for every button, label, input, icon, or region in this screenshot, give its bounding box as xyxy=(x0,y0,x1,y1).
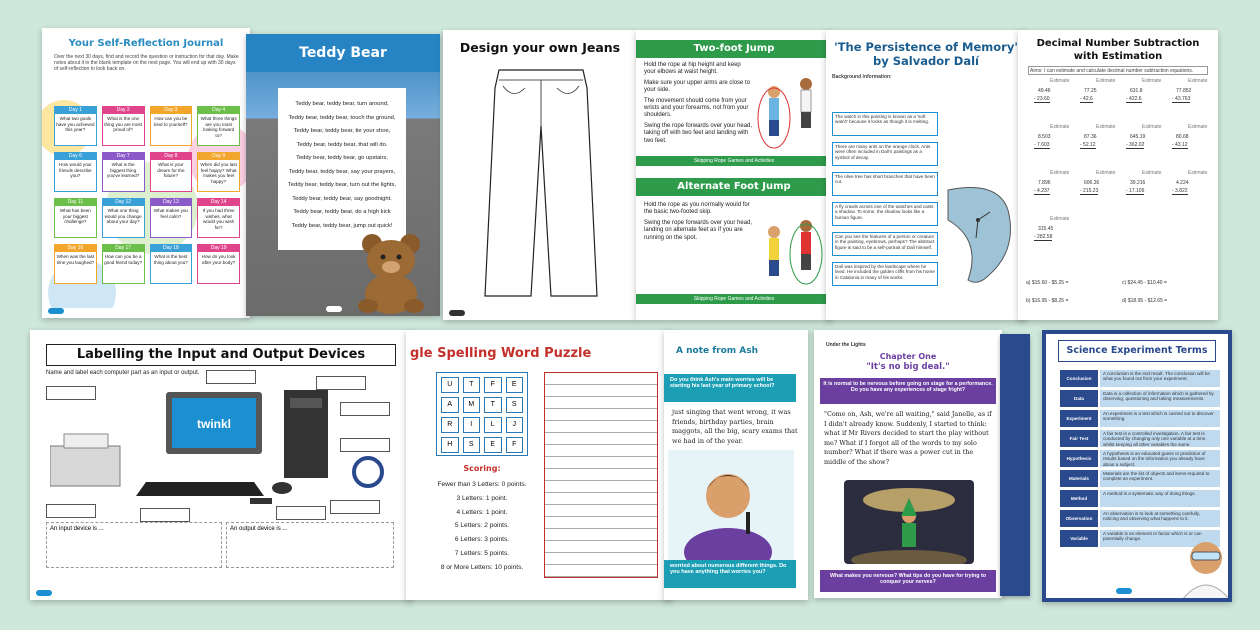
stacked-page-edge xyxy=(1000,334,1030,596)
journal-question: When did you last feel happy? What makes you feel happy? xyxy=(200,162,237,184)
poem-line: Teddy bear, teddy bear, touch the ground, xyxy=(288,114,396,121)
term-row xyxy=(1060,430,1220,447)
alternate-foot-jump-steps xyxy=(644,202,754,245)
label-box[interactable] xyxy=(276,506,326,520)
journal-question: How can you be kind to yourself? xyxy=(154,116,188,127)
sum-top: 77.852 xyxy=(1176,88,1192,94)
alternate-foot-jump-title: Alternate Foot Jump xyxy=(636,178,832,196)
journal-question: When was the last time you laughed? xyxy=(56,254,95,265)
journal-title: Your Self-Reflection Journal xyxy=(68,38,224,49)
memory-title-line2: by Salvador Dalí xyxy=(873,54,979,68)
journal-day-cell[interactable] xyxy=(150,152,193,192)
journal-day-tag: Day 17 xyxy=(103,245,144,252)
stage-illustration xyxy=(844,480,974,564)
letter-cell: S xyxy=(506,397,524,413)
jeans-outline-drawing xyxy=(481,66,601,302)
term-name: Conclusion xyxy=(1060,370,1098,387)
chapter-question-2: What makes you nervous? What tips do you have for trying to conquer your nerves? xyxy=(820,570,996,592)
chapter-body: "Come on, Ash, we're all waiting," said Janelle, as if I didn't already know. Suddenly, I started to think: what if Mr Rivers decided to start the play without me? What if I forgot all of the words to my solo number? What if there was a power cut in the middle of the show? xyxy=(824,410,992,466)
bottom-c: c) $24.45 - $10.40 = xyxy=(1122,280,1167,286)
memory-fact: Can you see the features of a person or creature in the painting, eyebrows, perhaps? The abstract figure is said to be a self-portrait of Dalí himself. xyxy=(832,232,938,256)
note-from-ash-page[interactable] xyxy=(664,330,808,600)
poem-line: Teddy bear, teddy bear, turn out the lights, xyxy=(288,182,396,188)
two-foot-jump-title: Two-foot Jump xyxy=(636,40,832,58)
estimate-label: Estimate xyxy=(1050,216,1070,222)
scoring-rule: 5 Letters: 2 points. xyxy=(454,522,510,530)
ash-question-2: worried about numerous different things. Do you have anything that worries you? xyxy=(664,560,796,588)
scoring-rule: 6 Letters: 3 points. xyxy=(454,536,510,544)
sum-top: 39.216 xyxy=(1130,180,1146,186)
science-experiment-terms[interactable] xyxy=(1042,330,1232,602)
journal-day-tag: Day 1 xyxy=(55,107,96,114)
journal-question: What two goals have you achieved this year? xyxy=(56,116,95,132)
letter-cell: E xyxy=(506,377,524,393)
letter-cell: I xyxy=(463,417,481,433)
twinkl-screen-logo: twinkl xyxy=(196,417,232,431)
term-row xyxy=(1060,450,1220,467)
chapter-kicker: Under the Lights xyxy=(826,342,866,348)
journal-day-tag: Day 11 xyxy=(55,199,96,206)
term-definition: A hypothesis is an educated guess or prediction of results based on the information you already have about a subject. xyxy=(1100,450,1220,467)
journal-question: What is the biggest thing you've learned? xyxy=(106,162,140,178)
term-definition: A variable is an element or factor which is or can potentially change. xyxy=(1100,530,1220,547)
input-definition-box[interactable]: An input device is ... xyxy=(46,522,222,568)
journal-question: How can you be a good friend today? xyxy=(104,254,143,265)
bottom-b: b) $16.95 - $8.25 = xyxy=(1026,298,1069,304)
term-row xyxy=(1060,470,1220,487)
term-name: Hypothesis xyxy=(1060,450,1098,467)
memory-fact: There are many ants on the orange clock. Ants were often included in Dalí's paintings as a symbol of decay. xyxy=(832,142,938,166)
journal-day-cell[interactable] xyxy=(150,244,193,284)
ash-title: A note from Ash xyxy=(676,346,759,356)
sum-bottom: - 7.603 xyxy=(1034,142,1050,148)
twinkl-logo xyxy=(449,310,465,316)
output-definition-box[interactable]: An output device is ... xyxy=(226,522,394,568)
estimate-label: Estimate xyxy=(1050,124,1070,130)
sum-top: 8.503 xyxy=(1038,134,1051,140)
label-box[interactable] xyxy=(206,370,256,384)
letter-cell: F xyxy=(484,377,502,393)
memory-title-line1: 'The Persistence of Memory' xyxy=(834,40,1018,54)
teddy-poem-text xyxy=(278,88,406,250)
term-row xyxy=(1060,490,1220,507)
poem-line: Teddy bear, teddy bear, that will do. xyxy=(296,141,388,148)
term-row xyxy=(1060,510,1220,527)
decimal-aim: Aims: I can estimate and calculate decimal number subtraction equations. xyxy=(1028,66,1208,75)
journal-day-cell[interactable] xyxy=(150,198,193,238)
sum-bottom: - 42.6 xyxy=(1080,96,1093,102)
estimate-label: Estimate xyxy=(1142,170,1162,176)
journal-day-cell[interactable] xyxy=(54,106,97,146)
poem-line: Teddy bear, teddy bear, turn around, xyxy=(295,101,389,107)
sum-bottom: - 4.237 xyxy=(1034,188,1050,194)
estimate-label: Estimate xyxy=(1050,170,1070,176)
decimal-subtraction-worksheet[interactable] xyxy=(1018,30,1218,320)
chapter-one-page[interactable] xyxy=(814,330,1002,598)
sum-top: 80.68 xyxy=(1176,134,1189,140)
sum-bottom: - 215.23 xyxy=(1080,188,1099,194)
letter-cell: M xyxy=(463,397,481,413)
sum-top: 645.19 xyxy=(1130,134,1146,140)
journal-day-cell[interactable] xyxy=(197,152,240,192)
term-definition: Materials are the list of objects and items required to complete an experiment. xyxy=(1100,470,1220,487)
memory-fact: A fly crawls across one of the watches and casts a shadow. To some, the shadow looks like a human figure. xyxy=(832,202,938,226)
twinkl-logo xyxy=(36,590,52,596)
bottom-a: a) $15.60 - $5.25 = xyxy=(1026,280,1069,286)
bullet-step: Hold the rope at hip height and keep your elbows at waist height. xyxy=(644,62,741,76)
term-definition: An observation is to look at something carefully, noticing and observing what happens to it. xyxy=(1100,510,1220,527)
term-row xyxy=(1060,390,1220,407)
devices-title: Labelling the Input and Output Devices xyxy=(46,344,396,366)
letter-cell: E xyxy=(484,437,502,453)
spelling-title: gle Spelling Word Puzzle xyxy=(410,346,592,361)
estimate-label: Estimate xyxy=(1188,170,1208,176)
decimal-title-line1: Decimal Number Subtraction xyxy=(1036,38,1200,49)
letter-cell: T xyxy=(463,377,481,393)
term-row xyxy=(1060,410,1220,427)
bullet-step: Make sure your upper arms are close to your side. xyxy=(644,79,751,94)
journal-question: What is your dream for the future? xyxy=(157,162,185,178)
term-definition: An experiment is a test which is carried out to discover something. xyxy=(1100,410,1220,427)
ash-body: just singing that went wrong, it was friends, birthday parties, brain maggots, all the big, scary exams that we had in of the year. xyxy=(672,408,798,445)
input-output-devices-worksheet[interactable] xyxy=(30,330,412,600)
journal-day-tag: Day 19 xyxy=(198,245,239,252)
twinkl-logo xyxy=(48,308,64,314)
sum-bottom: - 17.106 xyxy=(1126,188,1145,194)
journal-question: How would your friends describe you? xyxy=(59,162,92,178)
scoring-rule: 7 Letters: 5 points. xyxy=(454,549,510,557)
journal-day-tag: Day 8 xyxy=(151,153,192,160)
two-foot-jump-steps xyxy=(644,62,754,148)
journal-question: If you had three wishes, what would you wish for? xyxy=(202,208,235,230)
sum-top: 606.36 xyxy=(1084,180,1100,186)
estimate-label: Estimate xyxy=(1142,124,1162,130)
section-footer-1: Skipping Rope Games and Activities xyxy=(636,156,832,166)
chapter-question-1: It is normal to be nervous before going on stage for a performance. Do you have any experiences of stage fright? xyxy=(820,378,996,404)
estimate-label: Estimate xyxy=(1188,124,1208,130)
term-definition: A method is a systematic way of doing things. xyxy=(1100,490,1220,507)
decimal-title-line2: with Estimation xyxy=(1073,51,1163,62)
journal-day-tag: Day 9 xyxy=(198,153,239,160)
letter-cell: J xyxy=(506,417,524,433)
journal-day-cell[interactable] xyxy=(197,244,240,284)
bullet-step: Hold the rope as you normally would for the basic two-footed skip. xyxy=(644,202,750,216)
label-box[interactable] xyxy=(140,508,190,522)
melting-clock-illustration xyxy=(938,180,1022,290)
sum-bottom: - 422.6 xyxy=(1126,96,1142,102)
journal-day-tag: Day 13 xyxy=(151,199,192,206)
journal-question: What makes you feel calm? xyxy=(153,208,188,219)
sum-top: 631.8 xyxy=(1130,88,1143,94)
journal-day-cell[interactable] xyxy=(197,198,240,238)
sum-top: 87.36 xyxy=(1084,134,1097,140)
journal-day-tag: Day 2 xyxy=(103,107,144,114)
letter-grid xyxy=(436,372,528,456)
twinkl-logo xyxy=(326,306,342,312)
science-title: Science Experiment Terms xyxy=(1058,340,1216,362)
computer-devices-illustration xyxy=(50,388,390,506)
journal-day-cell[interactable] xyxy=(102,244,145,284)
jeans-design-sheet[interactable] xyxy=(443,30,637,320)
decimal-title xyxy=(1018,37,1218,63)
memory-fact: The olive tree has short branches that have been cut. xyxy=(832,172,938,196)
estimate-label: Estimate xyxy=(1188,78,1208,84)
sum-bottom: - 282.58 xyxy=(1034,234,1053,240)
teddy-bear-illustration xyxy=(350,230,432,314)
jeans-title: Design your own Jeans xyxy=(459,40,621,55)
memory-fact: The watch in this painting is known as a 'soft watch' because it looks as though it is melting. xyxy=(832,112,938,136)
bullet-step: Swing the rope forwards over your head, landing on alternate feet as if you are running on the spot. xyxy=(644,219,753,241)
journal-day-cell[interactable] xyxy=(197,106,240,146)
memory-fact: Dalí was inspired by the landscape where he lived. He included the golden cliffs from his home in Catalonia in many of his works. xyxy=(832,262,938,286)
journal-day-tag: Day 7 xyxy=(103,153,144,160)
estimate-label: Estimate xyxy=(1096,78,1116,84)
journal-day-tag: Day 16 xyxy=(55,245,96,252)
persistence-of-memory-worksheet[interactable] xyxy=(826,30,1026,320)
term-name: Data xyxy=(1060,390,1098,407)
sum-bottom: - 362.02 xyxy=(1126,142,1145,148)
sum-top: 315.45 xyxy=(1038,226,1054,232)
sum-top: 77.25 xyxy=(1084,88,1097,94)
estimate-label: Estimate xyxy=(1096,170,1116,176)
scoring-rule: 4 Letters: 1 point. xyxy=(456,508,508,516)
scoring-rules xyxy=(426,478,538,575)
twinkl-logo xyxy=(1116,588,1132,594)
sum-bottom: - 43.12 xyxy=(1172,142,1188,148)
term-row xyxy=(1060,370,1220,387)
poem-line: Teddy bear, teddy bear, go upstairs, xyxy=(296,155,388,161)
memory-title xyxy=(826,40,1026,68)
journal-day-tag: Day 18 xyxy=(151,245,192,252)
journal-day-tag: Day 14 xyxy=(198,199,239,206)
poem-line: Teddy bear, teddy bear, tie your shoe, xyxy=(293,128,391,134)
answer-lines[interactable] xyxy=(544,372,658,578)
sum-top: 7.896 xyxy=(1038,180,1051,186)
journal-day-cell[interactable] xyxy=(102,152,145,192)
children-skipping-illustration-1 xyxy=(756,74,826,154)
children-skipping-illustration-2 xyxy=(756,216,826,292)
bullet-step: Swing the rope forwards over your head, taking off with two feet and landing with two feet. xyxy=(644,122,753,144)
scoring-rule: 3 Letters: 1 point. xyxy=(456,494,508,502)
journal-day-cell[interactable] xyxy=(54,198,97,238)
teddy-bear-poem[interactable] xyxy=(246,34,440,316)
devices-instruction: Name and label each computer part as an input or output. xyxy=(46,370,200,376)
sum-bottom: - 23.60 xyxy=(1034,96,1050,102)
letter-cell: F xyxy=(506,437,524,453)
journal-day-cell[interactable] xyxy=(54,152,97,192)
estimate-label: Estimate xyxy=(1142,78,1162,84)
journal-day-cell[interactable] xyxy=(102,198,145,238)
poem-line: Teddy bear, teddy bear, jump out quick! xyxy=(291,222,393,229)
term-definition: Data is a collection of information which is gathered by observing, questioning and taking measurements. xyxy=(1100,390,1220,407)
skipping-rope-card[interactable] xyxy=(636,30,832,320)
journal-question: What is the best thing about you? xyxy=(153,254,188,265)
bullet-step: The movement should come from your wrists and your forearms, not from your shoulders. xyxy=(644,97,749,119)
ash-illustration xyxy=(668,450,794,560)
sum-bottom: - 52.12 xyxy=(1080,142,1096,148)
journal-question: How do you look after your body? xyxy=(201,254,236,265)
poem-line: Teddy bear, teddy bear, say your prayers, xyxy=(288,168,396,175)
letter-cell: A xyxy=(441,397,459,413)
memory-heading: Background information: xyxy=(832,74,892,80)
journal-day-cell[interactable] xyxy=(150,106,193,146)
journal-worksheet[interactable] xyxy=(42,28,250,318)
poem-line: Teddy bear, teddy bear, do a high kick xyxy=(293,209,391,215)
scientist-illustration xyxy=(1176,534,1232,600)
spelling-word-puzzle[interactable] xyxy=(406,330,672,600)
sum-bottom: - 3.822 xyxy=(1172,188,1188,194)
term-definition: A fair test is a controlled investigation. A fair test is conducted by changing only one variable at a time, whilst keeping all other variables the same. xyxy=(1100,430,1220,447)
journal-intro: Over the next 30 days, find and record the question or instruction for that day. Make notes about it in the blank template on the next page. You will end up with 30 days of self-reflection to look back on. xyxy=(54,54,239,72)
sum-top: 49.46 xyxy=(1038,88,1051,94)
journal-question: What has been your biggest challenge? xyxy=(59,208,91,224)
sum-bottom: - 43.763 xyxy=(1172,96,1191,102)
label-box[interactable] xyxy=(46,504,96,518)
estimate-label: Estimate xyxy=(1096,124,1116,130)
ash-question-1: Do you think Ash's main worries will be starting his last year of primary school? xyxy=(664,374,796,402)
letter-cell: R xyxy=(441,417,459,433)
letter-cell: L xyxy=(484,417,502,433)
journal-day-cell[interactable] xyxy=(54,244,97,284)
bottom-d: d) $18.95 - $12.65 = xyxy=(1122,298,1168,304)
journal-day-tag: Day 4 xyxy=(198,107,239,114)
journal-day-tag: Day 3 xyxy=(151,107,192,114)
sum-top: 4.224 xyxy=(1176,180,1189,186)
scoring-rule: Fewer than 3 Letters: 0 points. xyxy=(437,481,527,488)
term-name: Variable xyxy=(1060,530,1098,547)
poem-line: Teddy bear, teddy bear, say goodnight. xyxy=(292,195,392,202)
letter-cell: U xyxy=(441,377,459,393)
section-footer-2: Skipping Rope Games and Activities xyxy=(636,294,832,304)
letter-cell: H xyxy=(441,437,459,453)
term-name: Materials xyxy=(1060,470,1098,487)
journal-question: What one thing would you change about your day? xyxy=(104,208,142,224)
journal-grid xyxy=(54,106,240,284)
teddy-title: Teddy Bear xyxy=(246,34,440,72)
chapter-subtitle: "It's no big deal." xyxy=(866,362,950,372)
term-name: Fair Test xyxy=(1060,430,1098,447)
scoring-heading: Scoring: xyxy=(463,464,501,473)
term-name: Experiment xyxy=(1060,410,1098,427)
journal-day-tag: Day 12 xyxy=(103,199,144,206)
chapter-title: Chapter One xyxy=(879,352,937,361)
term-name: Observation xyxy=(1060,510,1098,527)
journal-question: What is the one thing you are most proud of? xyxy=(104,116,143,132)
scoring-rule: 8 or More Letters: 10 points. xyxy=(440,563,524,571)
term-name: Method xyxy=(1060,490,1098,507)
estimate-label: Estimate xyxy=(1050,78,1070,84)
term-definition: A conclusion is the end result. The conclusion will be what you found out from your experiment. xyxy=(1100,370,1220,387)
letter-cell: T xyxy=(484,397,502,413)
journal-question: What three things are you most looking forward to? xyxy=(200,116,237,138)
journal-day-cell[interactable] xyxy=(102,106,145,146)
journal-day-tag: Day 6 xyxy=(55,153,96,160)
letter-cell: S xyxy=(463,437,481,453)
